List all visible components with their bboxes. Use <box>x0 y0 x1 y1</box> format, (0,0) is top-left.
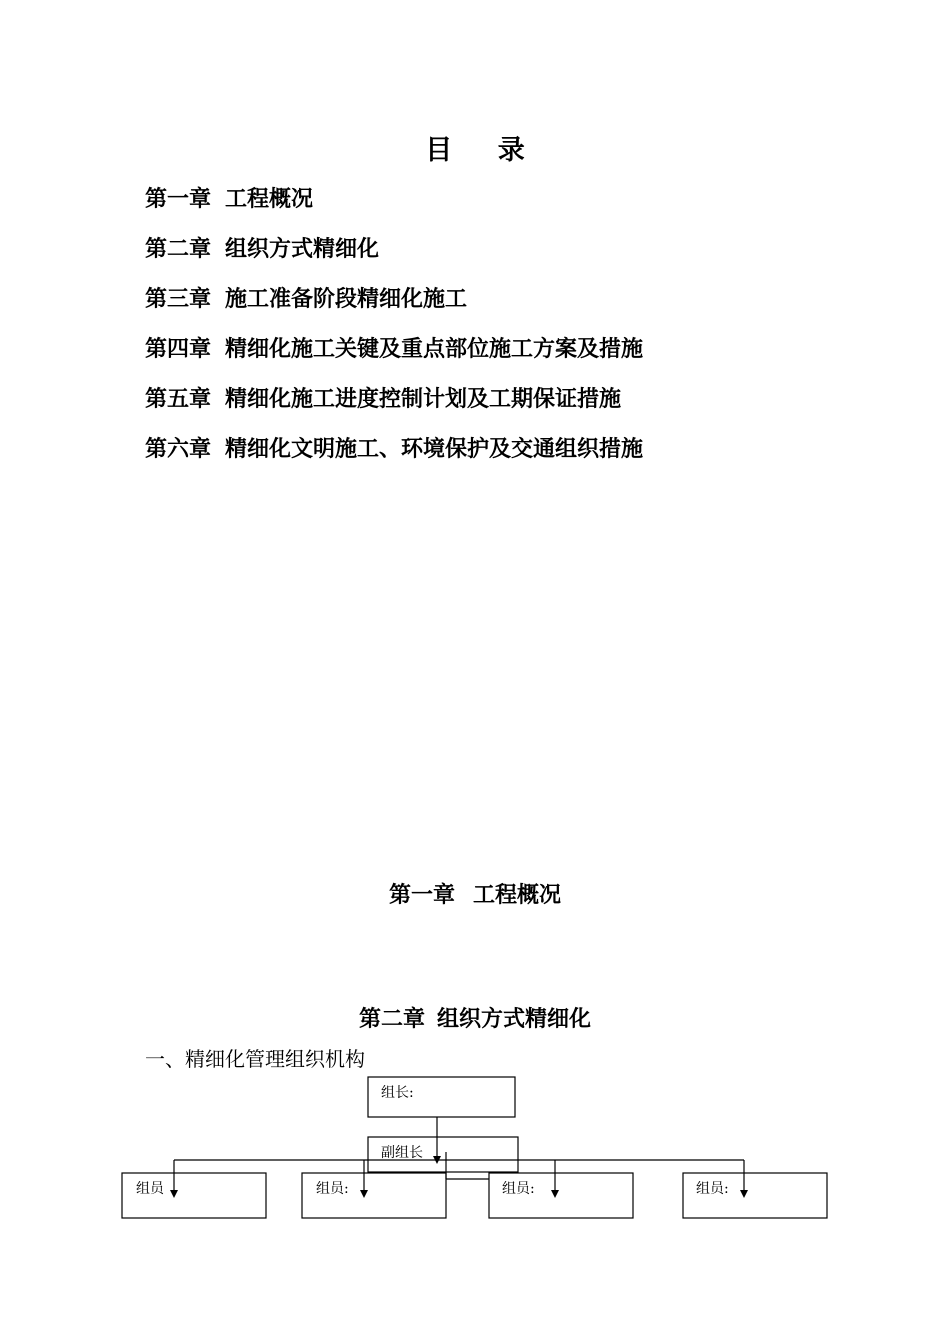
toc-item-number: 第一章 <box>145 186 212 212</box>
member-label: 组员: <box>316 1181 349 1197</box>
toc-item-title: 施工准备阶段精细化施工 <box>225 286 468 312</box>
chapter1-number: 第一章 <box>388 882 455 908</box>
toc-title: 目 录 <box>425 135 543 166</box>
chapter2-number: 第二章 <box>358 1006 425 1032</box>
member-label: 组员: <box>502 1181 535 1197</box>
toc-item-title: 组织方式精细化 <box>225 236 380 262</box>
chapter2-title: 组织方式精细化 <box>437 1006 592 1032</box>
toc-item-number: 第五章 <box>145 386 212 412</box>
toc-item-number: 第六章 <box>145 436 212 462</box>
toc-item-title: 精细化文明施工、环境保护及交通组织措施 <box>225 436 644 462</box>
section-title: 一、精细化管理组织机构 <box>145 1047 365 1071</box>
chapter1-title: 工程概况 <box>473 882 562 908</box>
toc-item-title: 精细化施工进度控制计划及工期保证措施 <box>225 386 622 412</box>
member-label: 组员 <box>136 1181 164 1197</box>
leader-label: 组长: <box>381 1085 414 1101</box>
toc-item-title: 工程概况 <box>225 186 314 212</box>
toc-item-title: 精细化施工关键及重点部位施工方案及措施 <box>225 336 644 362</box>
toc-item-number: 第四章 <box>145 336 212 362</box>
toc-item-number: 第三章 <box>145 286 212 312</box>
member-label: 组员: <box>696 1181 729 1197</box>
deputy-label: 副组长 <box>381 1145 423 1161</box>
toc-item-number: 第二章 <box>145 236 212 262</box>
